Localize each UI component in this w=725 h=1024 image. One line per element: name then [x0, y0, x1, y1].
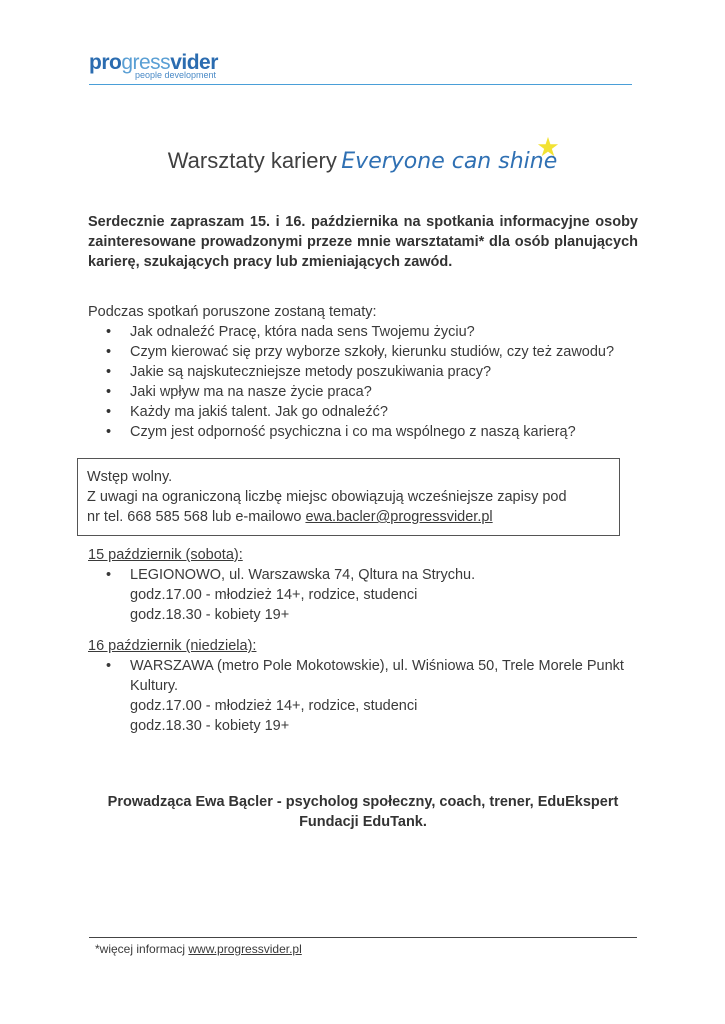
header-divider [89, 84, 632, 85]
email-link[interactable]: ewa.bacler@progressvider.pl [305, 509, 493, 525]
day-1-event [106, 565, 630, 625]
list-item: • Jak odnaleźć Pracę, która nada sens Twojemu życiu? [106, 322, 614, 342]
topics-list [106, 322, 614, 442]
title-script: Everyone can shine [341, 149, 558, 174]
page-title [0, 148, 725, 174]
day-2-event [106, 656, 630, 736]
topics-heading: Podczas spotkań poruszone zostaną tematy: [88, 304, 377, 320]
day-1-session-2: godz.18.30 - kobiety 19+ [130, 607, 290, 623]
day-1-session-1: godz.17.00 - młodzież 14+, rodzice, studenci [130, 587, 418, 603]
title-plain: Warsztaty kariery [167, 148, 337, 173]
logo-wordmark: progressvider [89, 51, 218, 74]
list-item: • Czym jest odporność psychiczna i co ma wspólnego z naszą karierą? [106, 422, 614, 442]
notice-line-2: Z uwagi na ograniczoną liczbę miejsc obowiązują wcześniejsze zapisy pod [87, 489, 567, 505]
star-icon [537, 136, 559, 158]
footer-divider [89, 937, 637, 938]
day-2-session-1: godz.17.00 - młodzież 14+, rodzice, studenci [130, 698, 418, 714]
progressvider-logo [89, 51, 218, 80]
website-link[interactable]: www.progressvider.pl [188, 942, 302, 956]
registration-notice-box [77, 458, 620, 536]
intro-paragraph: Serdecznie zapraszam 15. i 16. października na spotkania informacyjne osoby zainteresowane prowadzonymi przeze mnie warsztatami* dla osób planujących karierę, szukających pracy lub zmieniających zawód. [88, 214, 638, 270]
list-item: • Każdy ma jakiś talent. Jak go odnaleźć? [106, 402, 614, 422]
day-1-date: 15 październik (sobota): [88, 547, 243, 563]
day-2-session-2: godz.18.30 - kobiety 19+ [130, 718, 290, 734]
list-item: • Czym kierować się przy wyborze szkoły, kierunku studiów, czy też zawodu? [106, 342, 614, 362]
footer-note: *więcej informacj www.progressvider.pl [95, 942, 302, 956]
list-item: • Jakie są najskuteczniejsze metody poszukiwania pracy? [106, 362, 614, 382]
notice-line-1: Wstęp wolny. [87, 469, 173, 485]
day-2-date: 16 październik (niedziela): [88, 638, 257, 654]
notice-line-3: nr tel. 668 585 568 lub e-mailowo ewa.bacler@progressvider.pl [87, 509, 493, 525]
list-item: • Jaki wpływ ma na nasze życie praca? [106, 382, 614, 402]
presenter-line: Prowadząca Ewa Bącler - psycholog społeczny, coach, trener, EduEkspert Fundacji EduTank. [107, 794, 619, 830]
logo-tagline: people development [135, 70, 217, 80]
day-1-location: • LEGIONOWO, ul. Warszawska 74, Qltura na Strychu. [106, 565, 630, 585]
day-2-location: • WARSZAWA (metro Pole Mokotowskie), ul. Wiśniowa 50, Trele Morele Punkt Kultury. [106, 656, 630, 696]
